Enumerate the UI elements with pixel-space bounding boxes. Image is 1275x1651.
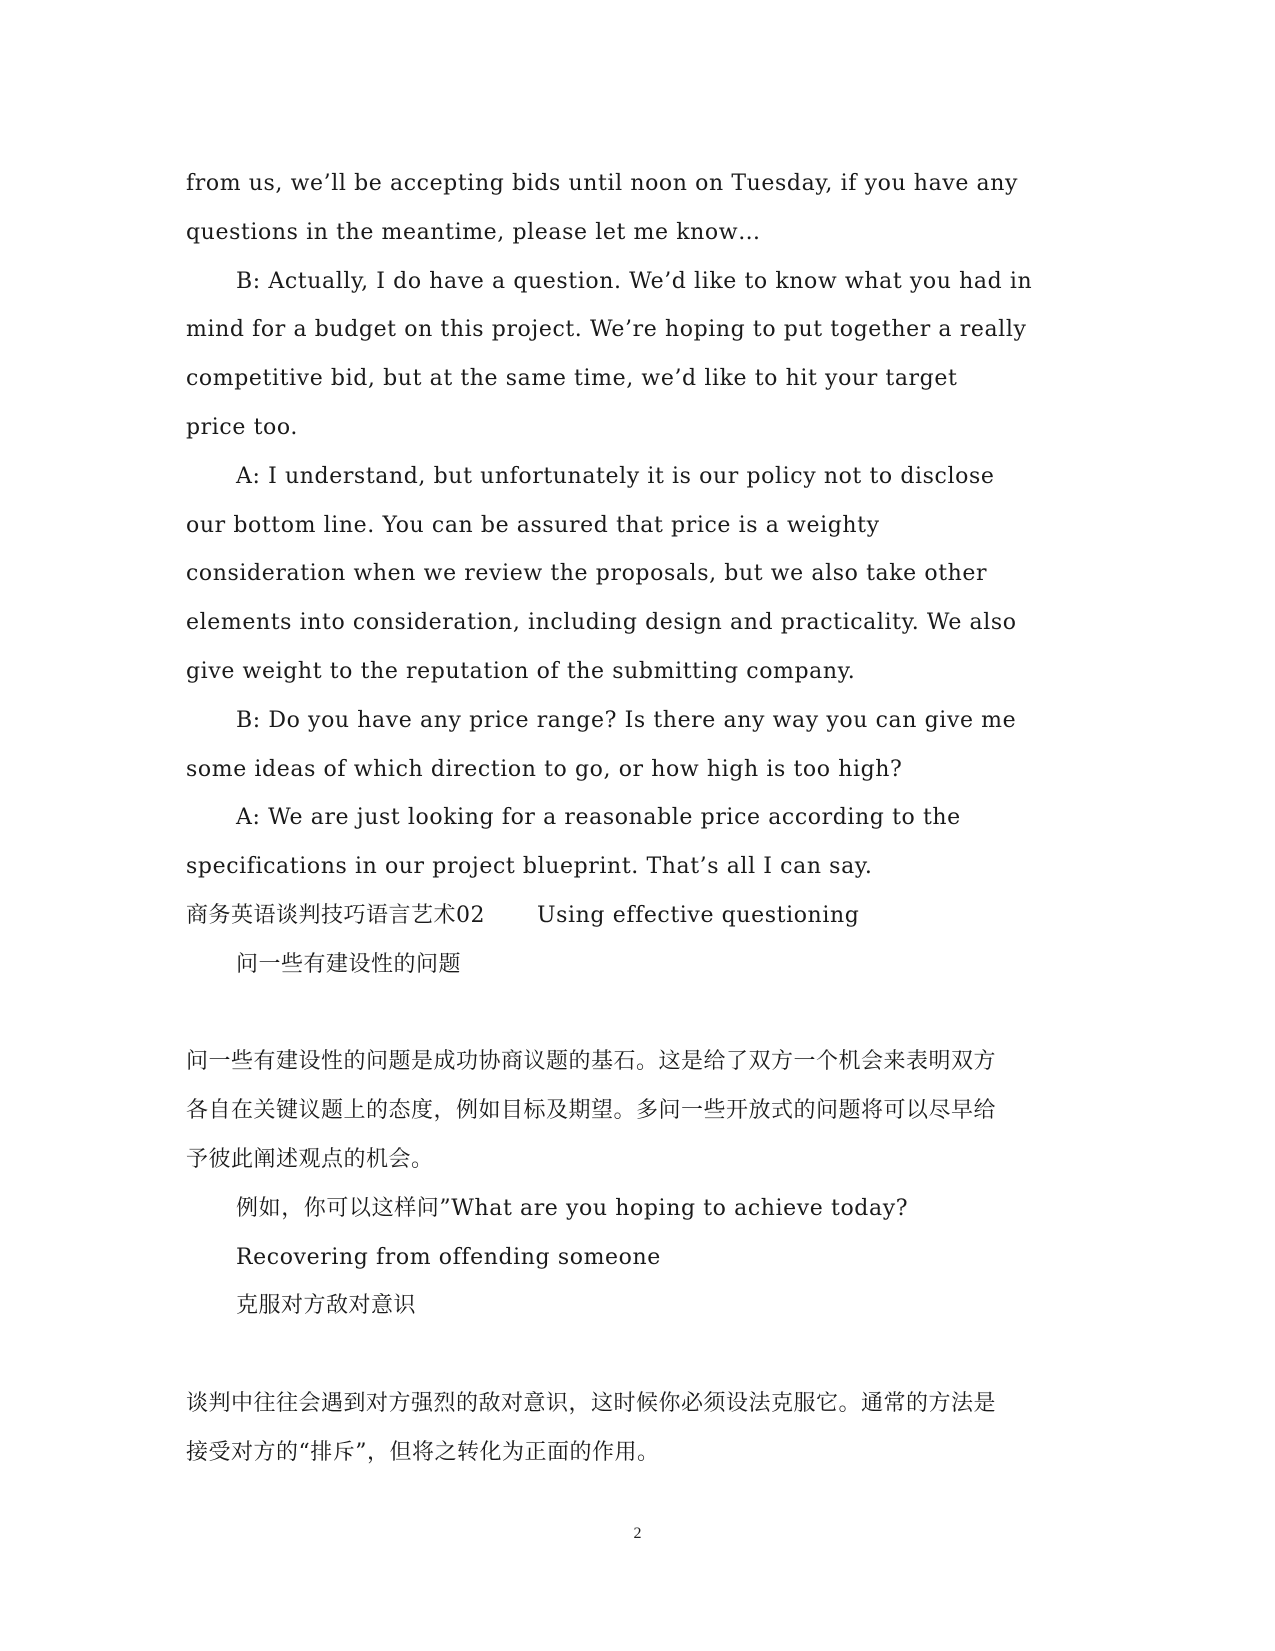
text-line: some ideas of which direction to go, or how high is too high? bbox=[186, 756, 903, 782]
text-line: questions in the meantime, please let me know… bbox=[186, 219, 761, 245]
text-line: elements into consideration, including design and practicality. We also bbox=[186, 610, 1017, 636]
dialogue-line-a: A: We are just looking for a reasonable price according to the bbox=[236, 805, 961, 831]
dialogue-line-b: B: Actually, I do have a question. We’d like to know what you had in bbox=[236, 268, 1033, 294]
section-subheading: 问一些有建设性的问题 bbox=[236, 951, 462, 977]
document-body bbox=[186, 160, 1086, 1478]
text-line: competitive bid, but at the same time, we’d like to hit your target bbox=[186, 366, 958, 392]
text-line: from us, we’ll be accepting bids until noon on Tuesday, if you have any bbox=[186, 171, 1019, 196]
page-number: 2 bbox=[633, 1525, 642, 1542]
text-line: 接受对方的“排斥”，但将之转化为正面的作用。 bbox=[186, 1439, 660, 1465]
dialogue-line-b: B: Do you have any price range? Is there any way you can give me bbox=[236, 707, 1017, 733]
text-line: specifications in our project blueprint. That’s all I can say. bbox=[186, 854, 873, 880]
text-line: consideration when we review the proposals, but we also take other bbox=[186, 561, 988, 587]
text-line: 予彼此阐述观点的机会。 bbox=[186, 1146, 434, 1172]
text-line: 各自在关键议题上的态度，例如目标及期望。多问一些开放式的问题将可以尽早给 bbox=[186, 1098, 997, 1124]
text-line: 问一些有建设性的问题是成功协商议题的基石。这是给了双方一个机会来表明双方 bbox=[186, 1049, 997, 1075]
section-subheading: 克服对方敌对意识 bbox=[236, 1293, 417, 1319]
section-heading-en: Recovering from offending someone bbox=[236, 1244, 661, 1270]
text-line: price too. bbox=[186, 414, 298, 440]
section-heading bbox=[186, 892, 1086, 941]
text-line: our bottom line. You can be assured that price is a weighty bbox=[186, 512, 880, 538]
text-line: 谈判中往往会遇到对方强烈的敌对意识，这时候你必须设法克服它。通常的方法是 bbox=[186, 1390, 997, 1416]
text-line: mind for a budget on this project. We’re hoping to put together a really bbox=[186, 317, 1027, 343]
text-line: 例如，你可以这样问”What are you hoping to achieve today? bbox=[236, 1195, 909, 1221]
text-line: give weight to the reputation of the submitting company. bbox=[186, 658, 856, 684]
section-heading-en: Using effective questioning bbox=[537, 902, 860, 928]
section-heading-cn: 商务英语谈判技巧语言艺术02 bbox=[186, 902, 485, 928]
dialogue-line-a: A: I understand, but unfortunately it is our policy not to disclose bbox=[236, 463, 995, 489]
